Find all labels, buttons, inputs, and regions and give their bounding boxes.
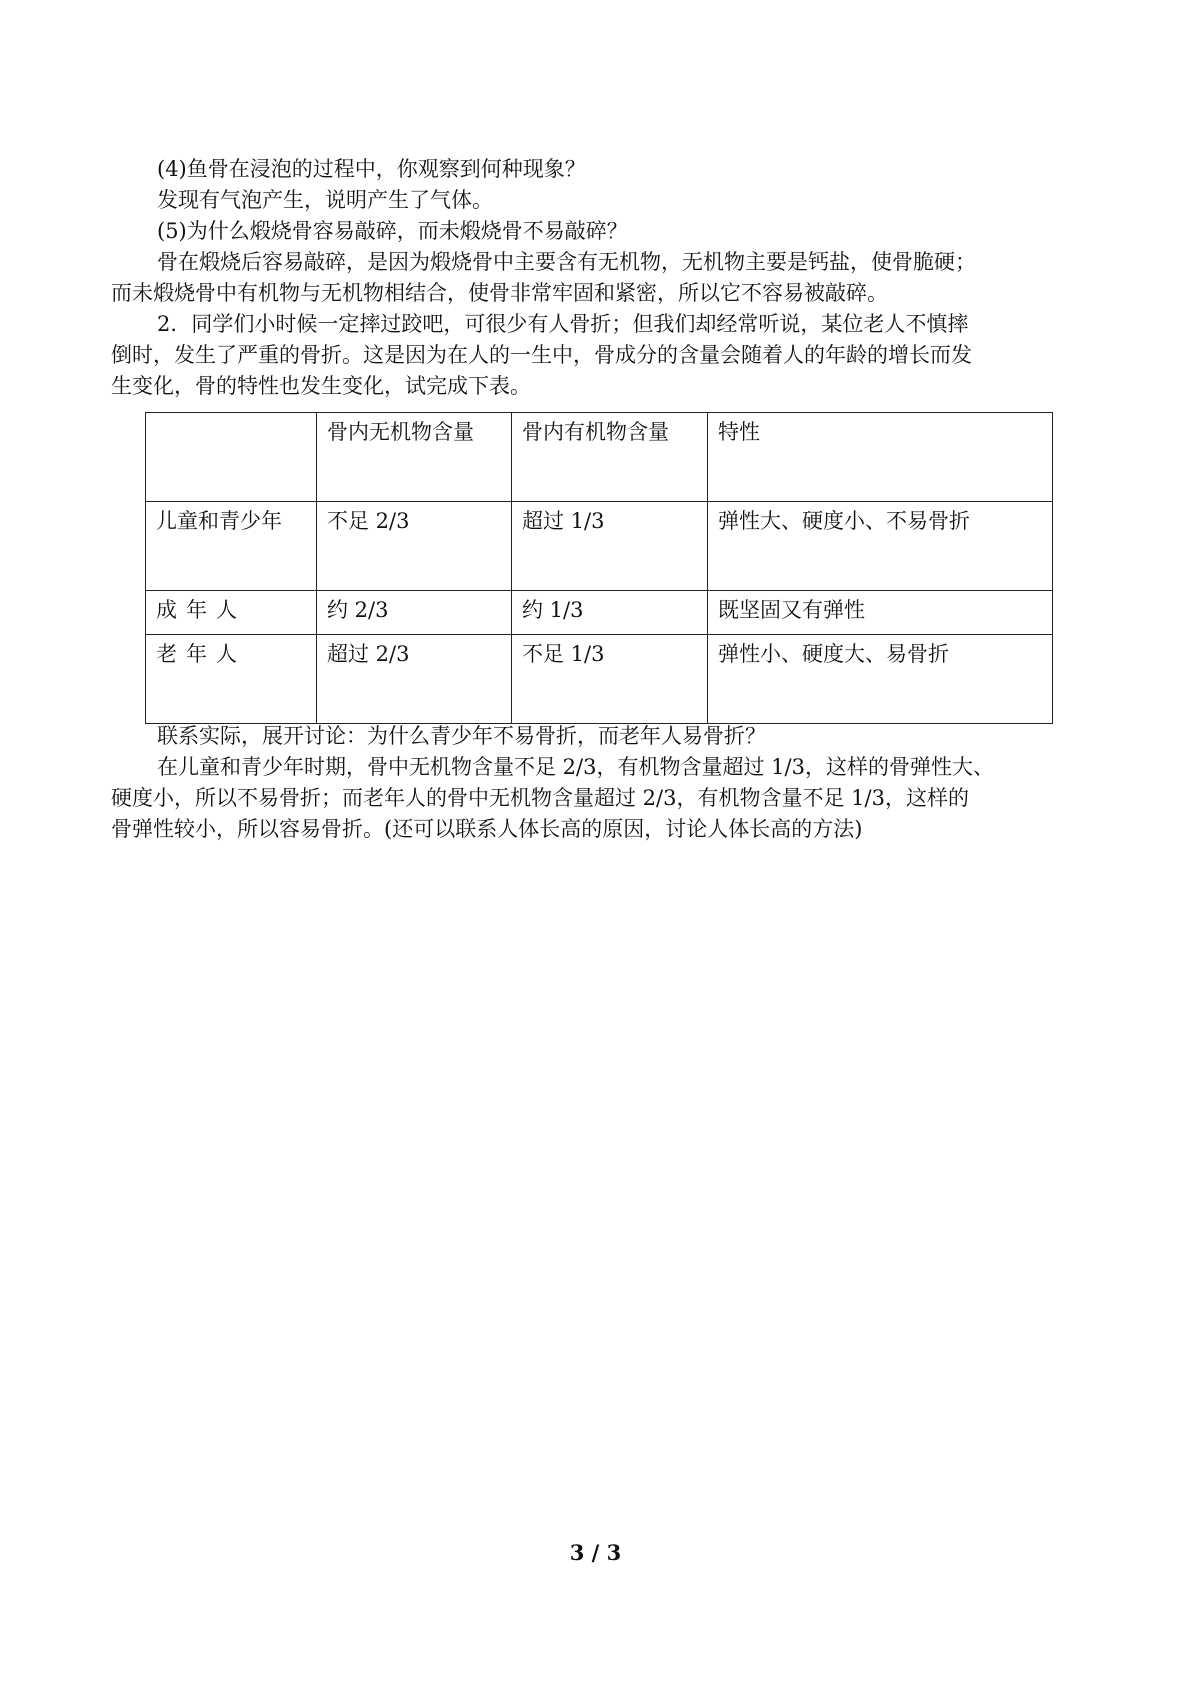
document-body-top <box>111 154 1091 402</box>
answer-4: 发现有气泡产生，说明产生了气体。 <box>157 188 493 212</box>
discussion-answer-line-2: 硬度小，所以不易骨折；而老年人的骨中无机物含量超过 2/3，有机物含量不足 1/3，这样的 <box>111 786 969 810</box>
question-2-line-1: 2．同学们小时候一定摔过跤吧，可很少有人骨折；但我们却经常听说，某位老人不慎摔 <box>157 312 969 336</box>
table-cell: 不足 2/3 <box>317 502 512 591</box>
table-header-cell: 骨内无机物含量 <box>317 413 512 502</box>
discussion-answer-line-1: 在儿童和青少年时期，骨中无机物含量不足 2/3，有机物含量超过 1/3，这样的骨弹性大、 <box>157 755 994 779</box>
table-cell: 约 2/3 <box>317 591 512 635</box>
bone-composition-table <box>145 412 1053 724</box>
table-header-cell <box>146 413 317 502</box>
question-2-line-3: 生变化，骨的特性也发生变化，试完成下表。 <box>111 374 531 398</box>
table-cell: 弹性大、硬度小、不易骨折 <box>708 502 1053 591</box>
question-4: (4)鱼骨在浸泡的过程中，你观察到何种现象？ <box>157 157 586 181</box>
table-header-row <box>146 413 1053 502</box>
table-cell-group: 儿童和青少年 <box>146 502 317 591</box>
answer-5-line-2: 而未煅烧骨中有机物与无机物相结合，使骨非常牢固和紧密，所以它不容易被敲碎。 <box>111 281 888 305</box>
discussion-answer-line-3: 骨弹性较小，所以容易骨折。(还可以联系人体长高的原因，讨论人体长高的方法) <box>111 817 863 841</box>
table-cell: 超过 1/3 <box>512 502 708 591</box>
table-row <box>146 635 1053 724</box>
table-cell: 既坚固又有弹性 <box>708 591 1053 635</box>
answer-5-line-1: 骨在煅烧后容易敲碎，是因为煅烧骨中主要含有无机物，无机物主要是钙盐，使骨脆硬； <box>157 250 976 274</box>
table-row <box>146 591 1053 635</box>
question-5: (5)为什么煅烧骨容易敲碎，而未煅烧骨不易敲碎？ <box>157 219 628 243</box>
table-cell: 不足 1/3 <box>512 635 708 724</box>
table-cell: 超过 2/3 <box>317 635 512 724</box>
table-cell: 弹性小、硬度大、易骨折 <box>708 635 1053 724</box>
table-header-cell: 特性 <box>708 413 1053 502</box>
table-row <box>146 502 1053 591</box>
document-body-bottom <box>111 721 1091 845</box>
discussion-question: 联系实际，展开讨论：为什么青少年不易骨折，而老年人易骨折？ <box>157 724 766 748</box>
table-cell-group: 老年人 <box>146 635 317 724</box>
table-cell: 约 1/3 <box>512 591 708 635</box>
page-number: 3 / 3 <box>569 1540 622 1565</box>
table-header-cell: 骨内有机物含量 <box>512 413 708 502</box>
question-2-line-2: 倒时，发生了严重的骨折。这是因为在人的一生中，骨成分的含量会随着人的年龄的增长而发 <box>111 343 972 367</box>
table-cell-group: 成年人 <box>146 591 317 635</box>
